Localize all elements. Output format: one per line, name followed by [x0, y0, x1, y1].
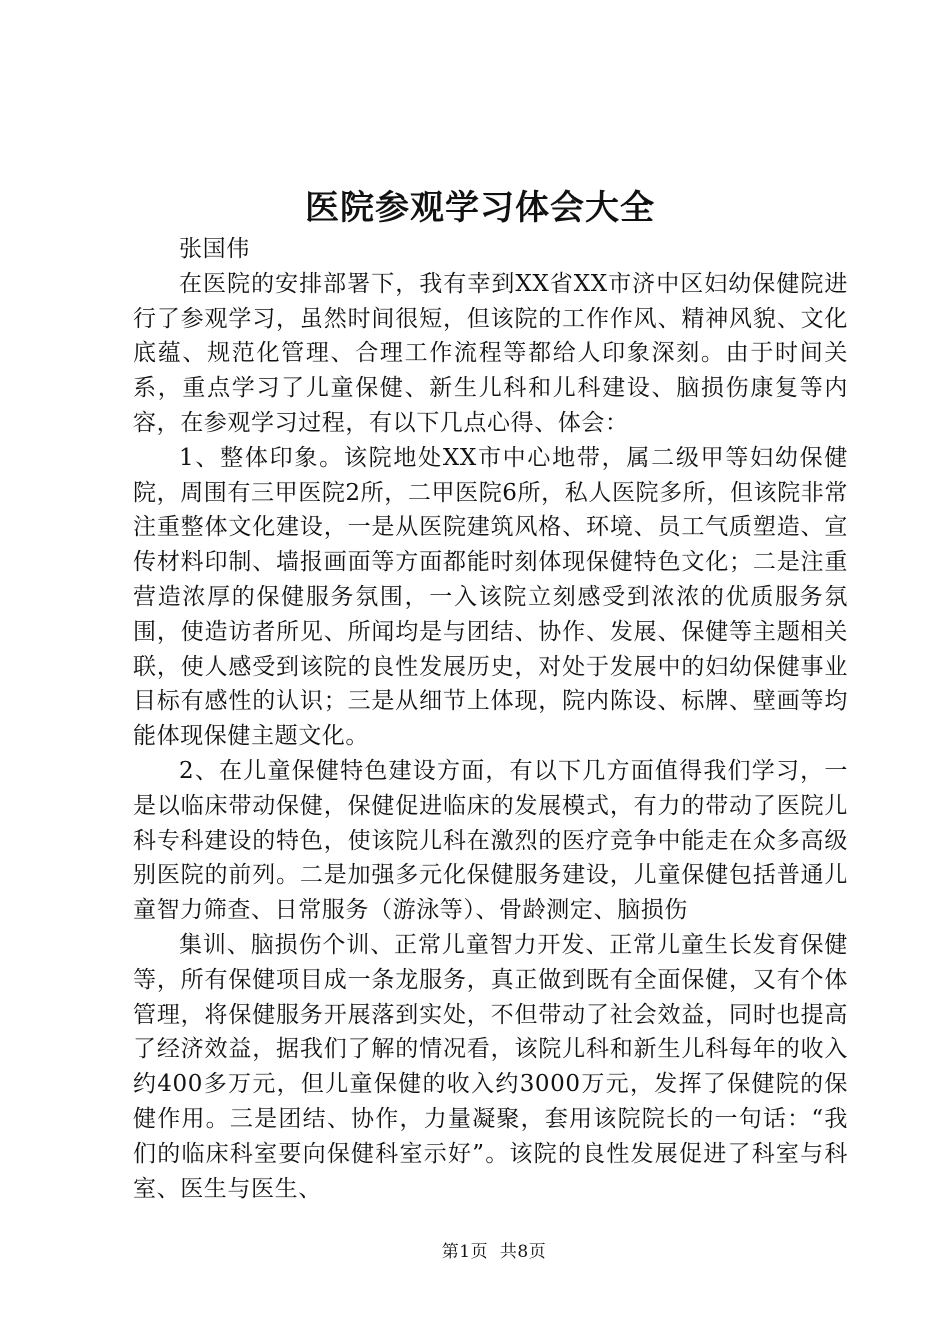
author-name: 张国伟: [179, 236, 250, 262]
paragraph-child-health: 2、在儿童保健特色建设方面，有以下几方面值得我们学习，一是以临床带动保健，保健促进临床的发展模式，有力的带动了医院儿科专科建设的特色，使该院儿科在激烈的医疗竞争中能走在众多高级别医院的前列。二是加强多元化保健服务建设，儿童保健包括普通儿童智力筛查、日常服务（游泳等）、骨龄测定、脑损伤: [133, 757, 848, 924]
page-total: 共8页: [499, 1242, 547, 1262]
page-footer: [0, 1240, 950, 1264]
document-title: 医院参观学习体会大全: [305, 188, 655, 228]
paragraph-continued: 集训、脑损伤个训、正常儿童智力开发、正常儿童生长发育保健等，所有保健项目成一条龙服务，真正做到既有全面保健，又有个体管理，将保健服务开展落到实处，不但带动了社会效益，同时也提高了经济效益，据我们了解的情况看，该院儿科和新生儿科每年的收入约400多万元，但儿童保健的收入约3000万元，发挥了保健院的保健作用。三是团结、协作，力量凝聚，套用该院院长的一句话：“我们的临床科室要向保健科室示好”。该院的良性发展促进了科室与科室、医生与医生、: [133, 931, 848, 1202]
page-number: 第1页: [441, 1242, 489, 1262]
document-body: [133, 232, 848, 1206]
paragraph-overall-impression: 1、整体印象。该院地处XX市中心地带，属二级甲等妇幼保健院，周围有三甲医院2所，二甲医院6所，私人医院多所，但该院非常注重整体文化建设，一是从医院建筑风格、环境、员工气质塑造、宣传材料印制、墙报画面等方面都能时刻体现保健特色文化；二是注重营造浓厚的保健服务氛围，一入该院立刻感受到浓浓的优质服务氛围，使造访者所见、所闻均是与团结、协作、发展、保健等主题相关联，使人感受到该院的良性发展历史，对处于发展中的妇幼保健事业目标有感性的认识；三是从细节上体现，院内陈设、标牌、壁画等均能体现保健主题文化。: [133, 444, 848, 750]
paragraph-intro: 在医院的安排部署下，我有幸到XX省XX市济中区妇幼保健院进行了参观学习，虽然时间很短，但该院的工作作风、精神风貌、文化底蕴、规范化管理、合理工作流程等都给人印象深刻。由于时间关系，重点学习了儿童保健、新生儿科和儿科建设、脑损伤康复等内容，在参观学习过程，有以下几点心得、体会：: [133, 270, 848, 436]
